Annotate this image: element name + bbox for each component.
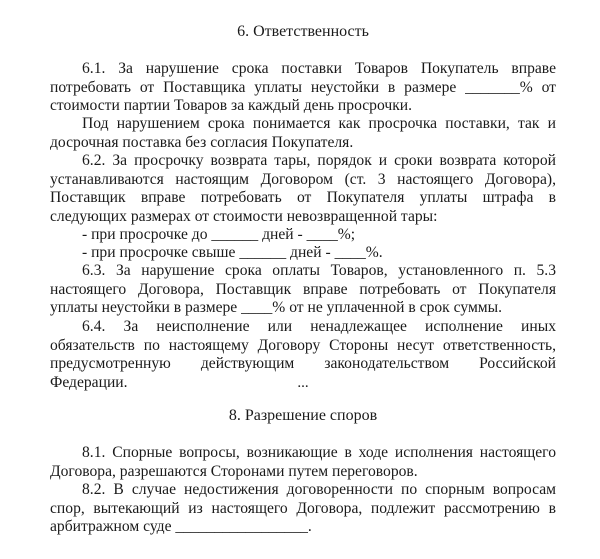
clause-6-3: 6.3. За нарушение срока оплаты Товаров, установленного п. 5.3 настоящего Договора, Поставщик вправе потребовать от Покупателя уплаты неустойки в размере ____% от не уплаченной в срок суммы. bbox=[50, 262, 556, 316]
clause-6-1-note: Под нарушением срока понимается как просрочка поставки, так и досрочная поставка без согласия Покупателя. bbox=[50, 115, 556, 151]
clause-6-1: 6.1. За нарушение срока поставки Товаров Покупатель вправе потребовать от Поставщика уплаты неустойки в размере _______% от стоимости партии Товаров за каждый день просрочки. bbox=[50, 60, 556, 114]
clause-6-2: 6.2. За просрочку возврата тары, порядок и сроки возврата которой устанавливаются настоящим Договором (ст. 3 настоящего Договора), Поставщик вправе потребовать от Покупателя уплаты штрафа в следующих размерах от стоимости невозвращенной тары: bbox=[50, 152, 556, 225]
omission-ellipsis: ... bbox=[297, 375, 309, 391]
section-8-heading: 8. Разрешение споров bbox=[228, 407, 378, 424]
clause-8-2: 8.2. В случае недостижения договоренности по спорным вопросам спор, вытекающий из настоящего Договора, подлежит рассмотрению в арбитражном суде _________________. bbox=[50, 481, 556, 535]
section-6-heading: 6. Ответственность bbox=[237, 23, 369, 40]
clause-8-1: 8.1. Спорные вопросы, возникающие в ходе исполнения настоящего Договора, разрешаются Сторонами путем переговоров. bbox=[50, 444, 556, 480]
penalty-bullet-1: - при просрочке до ______ дней - ____%; bbox=[82, 226, 356, 243]
penalty-bullet-2: - при просрочке свыше ______ дней - ____%. bbox=[82, 244, 383, 261]
clause-6-4: 6.4. За неисполнение или ненадлежащее исполнение иных обязательств по настоящему Договору Стороны несут ответственность, предусмотренную действующим законодательством Российской Федерации. bbox=[50, 318, 556, 391]
